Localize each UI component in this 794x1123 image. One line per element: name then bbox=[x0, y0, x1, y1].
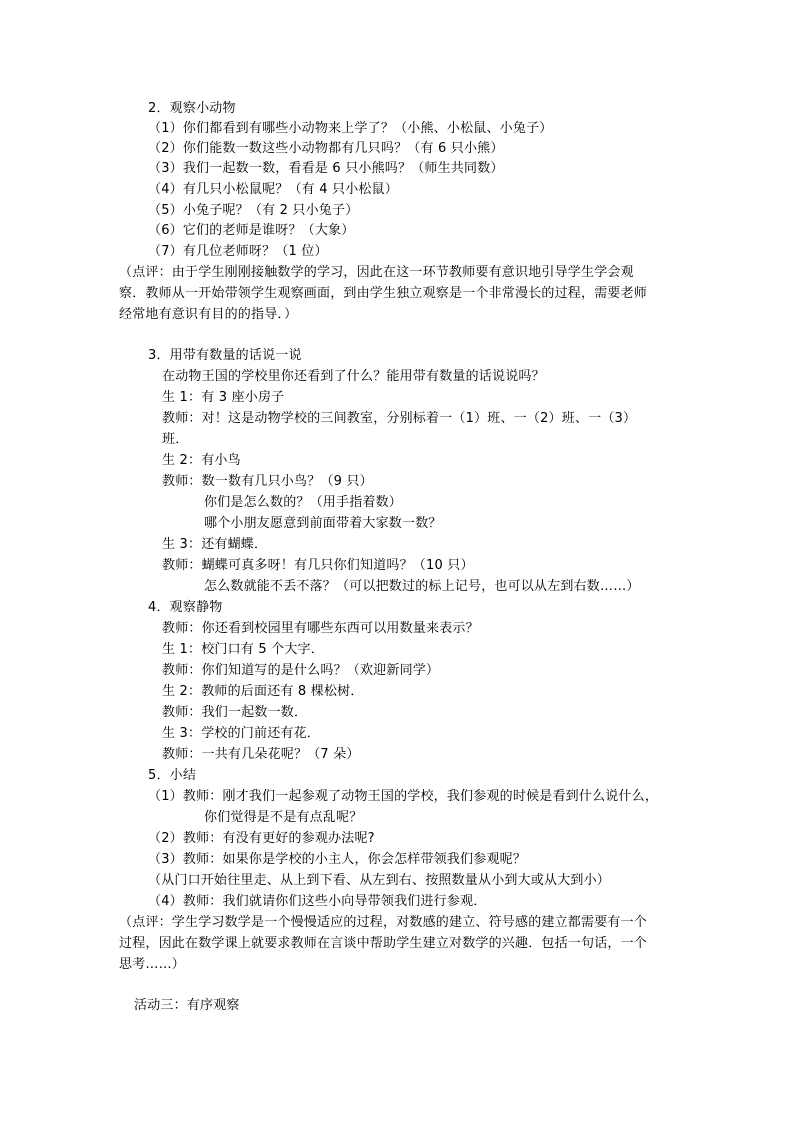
activity-heading: 活动三：有序观察 bbox=[134, 998, 240, 1013]
comment-text: 思考……） bbox=[119, 957, 186, 972]
section-heading: 3．用带有数量的话说一说 bbox=[148, 348, 302, 363]
dialogue-line: 教师：你还看到校园里有哪些东西可以用数量来表示？ bbox=[162, 621, 479, 636]
section-heading: 4．观察静物 bbox=[148, 600, 223, 615]
list-item: （4）有几只小松鼠呢？（有 4 只小松鼠） bbox=[148, 182, 399, 197]
dialogue-line: 生 2：有小鸟 bbox=[162, 453, 241, 468]
list-item: （2）你们能数一数这些小动物都有几只吗？（有 6 只小熊） bbox=[148, 141, 504, 156]
dialogue-line: （3）教师：如果你是学校的小主人，你会怎样带领我们参观呢？ bbox=[148, 852, 527, 867]
list-item: （1）你们都看到有哪些小动物来上学了？（小熊、小松鼠、小兔子） bbox=[148, 121, 553, 136]
comment-text: （点评：由于学生刚刚接触数学的学习，因此在这一环节教师要有意识地引导学生学会观 bbox=[119, 265, 634, 280]
section-heading: 5．小结 bbox=[148, 768, 197, 783]
dialogue-line: 生 3：学校的门前还有花． bbox=[162, 726, 321, 741]
dialogue-line: 教师：你们知道写的是什么吗？（欢迎新同学） bbox=[162, 663, 440, 678]
section-heading: 2．观察小动物 bbox=[148, 101, 236, 116]
dialogue-line: 生 1：校门口有 5 个大字． bbox=[162, 642, 324, 657]
dialogue-line: （从门口开始往里走、从上到下看、从左到右、按照数量从小到大或从大到小） bbox=[148, 873, 611, 888]
dialogue-line: 教师：我们一起数一数． bbox=[162, 705, 308, 720]
dialogue-line: 你们是怎么数的？（用手指着数） bbox=[204, 495, 403, 510]
dialogue-line: 哪个小朋友愿意到前面带着大家数一数？ bbox=[204, 516, 442, 531]
list-item: （3）我们一起数一数，看看是 6 只小熊吗？（师生共同数） bbox=[148, 161, 504, 176]
dialogue-line: 生 1：有 3 座小房子 bbox=[162, 390, 285, 405]
dialogue-line: 生 3：还有蝴蝶． bbox=[162, 537, 268, 552]
dialogue-line: 生 2：教师的后面还有 8 棵松树． bbox=[162, 684, 364, 699]
comment-text: 察．教师从一开始带领学生观察画面，到由学生独立观察是一个非常漫长的过程，需要老师 bbox=[119, 286, 648, 301]
dialogue-line: 教师：对！这是动物学校的三间教室，分别标着一（1）班、一（2）班、一（3） bbox=[162, 411, 637, 426]
list-item: （7）有几位老师呀？（1 位） bbox=[148, 244, 328, 259]
dialogue-line: （2）教师：有没有更好的参观办法呢? bbox=[148, 831, 375, 846]
comment-text: 过程，因此在数学课上就要求教师在言谈中帮助学生建立对数学的兴趣．包括一句话，一个 bbox=[119, 936, 648, 951]
dialogue-line: 教师：数一数有几只小鸟？（9 只） bbox=[162, 474, 373, 489]
dialogue-line: （1）教师：刚才我们一起参观了动物王国的学校，我们参观的时候是看到什么说什么， bbox=[148, 789, 659, 804]
comment-text: （点评：学生学习数学是一个慢慢适应的过程，对数感的建立、符号感的建立都需要有一个 bbox=[119, 915, 648, 930]
list-item: （6）它们的老师是谁呀？（大象） bbox=[148, 223, 355, 238]
dialogue-line: 怎么数就能不丢不落？（可以把数过的标上记号，也可以从左到右数……） bbox=[204, 579, 640, 594]
dialogue-line: （4）教师：我们就请你们这些小向导带领我们进行参观． bbox=[148, 894, 487, 909]
paragraph-line: 在动物王国的学校里你还看到了什么？能用带有数量的话说说吗？ bbox=[162, 369, 545, 384]
list-item: （5）小兔子呢？（有 2 只小兔子） bbox=[148, 203, 359, 218]
dialogue-line: 班． bbox=[162, 432, 189, 447]
dialogue-line: 教师：一共有几朵花呢？（7 朵） bbox=[162, 747, 360, 762]
comment-text: 经常地有意识有目的的指导．） bbox=[119, 307, 298, 322]
dialogue-line: 教师：蝴蝶可真多呀！有几只你们知道吗？（10 只） bbox=[162, 558, 474, 573]
dialogue-line: 你们觉得是不是有点乱呢？ bbox=[204, 810, 363, 825]
